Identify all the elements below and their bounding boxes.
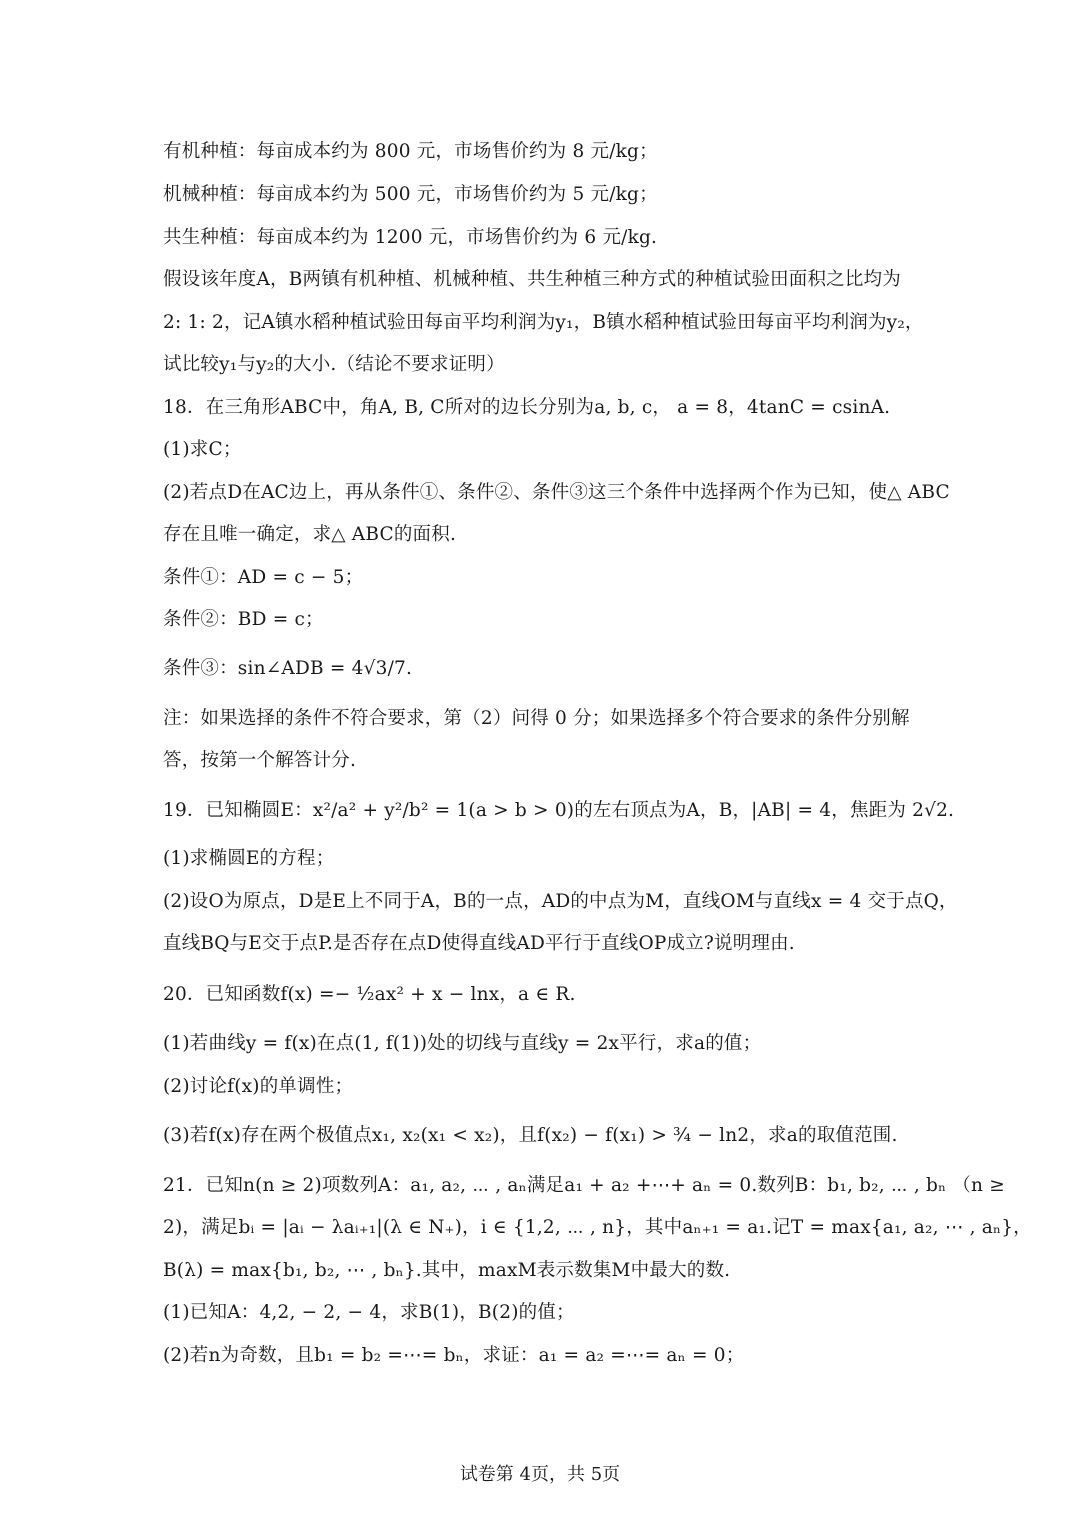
page-footer: 试卷第 4页，共 5页 — [459, 1464, 621, 1485]
text-line: 注：如果选择的条件不符合要求，第（2）问得 0 分；如果选择多个符合要求的条件分别解 — [163, 708, 910, 729]
text-line: 机械种植：每亩成本约为 500 元，市场售价约为 5 元/kg； — [163, 184, 658, 205]
text-line: (2)若点D在AC边上，再从条件①、条件②、条件③这三个条件中选择两个作为已知，使△ ABC — [163, 482, 950, 503]
text-line: (2)讨论f(x)的单调性； — [163, 1076, 354, 1097]
text-line: (1)已知A：4,2, − 2, − 4，求B(1)，B(2)的值； — [163, 1302, 575, 1323]
text-line: 答，按第一个解答计分. — [163, 750, 357, 771]
text-line: 2)，满足bᵢ = |aᵢ − λaᵢ₊₁|(λ ∈ N₊)，i ∈ {1,2, ⋯ , n}，其中aₙ₊₁ = a₁.记T = max{a₁, a₂, ⋯ , aₙ}， — [163, 1217, 1032, 1238]
text-line: (1)求椭圆E的方程； — [163, 848, 335, 869]
question-21-stem: 21．已知n(n ≥ 2)项数列A：a₁, a₂, ⋯ , aₙ满足a₁ + a₂ +⋯+ aₙ = 0.数列B：b₁, b₂, ⋯ , bₙ （n ≥ — [163, 1175, 1005, 1196]
condition-2: 条件②：BD = c； — [163, 609, 324, 630]
text-line: (1)若曲线y = f(x)在点(1, f(1))处的切线与直线y = 2x平行，求a的值； — [163, 1033, 762, 1054]
text-line: 有机种植：每亩成本约为 800 元，市场售价约为 8 元/kg； — [163, 141, 658, 162]
condition-3: 条件③：sin∠ADB = 4√3/7. — [163, 658, 413, 679]
text-line: (2)设O为原点，D是E上不同于A，B的一点，AD的中点为M，直线OM与直线x = 4 交于点Q， — [163, 891, 958, 912]
text-line: 假设该年度A，B两镇有机种植、机械种植、共生种植三种方式的种植试验田面积之比均为 — [163, 269, 901, 290]
text-line: 直线BQ与E交于点P.是否存在点D使得直线AD平行于直线OP成立?说明理由. — [163, 933, 795, 954]
text-line: 存在且唯一确定，求△ ABC的面积. — [163, 524, 457, 545]
text-line: (1)求C； — [163, 439, 242, 460]
question-19-stem: 19．已知椭圆E：x²/a² + y²/b² = 1(a > b > 0)的左右顶点为A，B，|AB| = 4，焦距为 2√2. — [163, 800, 955, 821]
text-line: 共生种植：每亩成本约为 1200 元，市场售价约为 6 元/kg. — [163, 227, 658, 248]
text-line: (2)若n为奇数，且b₁ = b₂ =⋯= bₙ，求证：a₁ = a₂ =⋯= aₙ = 0； — [163, 1345, 745, 1366]
question-20-stem: 20．已知函数f(x) =− ½ax² + x − lnx，a ∈ R. — [163, 984, 576, 1005]
condition-1: 条件①：AD = c − 5； — [163, 567, 364, 588]
question-18-stem: 18．在三角形ABC中，角A, B, C所对的边长分别为a, b, c， a = 8，4tanC = csinA. — [163, 397, 891, 418]
text-line: 2: 1: 2，记A镇水稻种植试验田每亩平均利润为y₁，B镇水稻种植试验田每亩平均利润为y₂， — [163, 312, 924, 333]
text-line: B(λ) = max{b₁, b₂, ⋯ , bₙ}.其中，maxM表示数集M中最大的数. — [163, 1260, 731, 1281]
text-line: 试比较y₁与y₂的大小.（结论不要求证明） — [163, 354, 505, 375]
text-line: (3)若f(x)存在两个极值点x₁, x₂(x₁ < x₂)，且f(x₂) − f(x₁) > ¾ − ln2，求a的取值范围. — [163, 1125, 898, 1146]
